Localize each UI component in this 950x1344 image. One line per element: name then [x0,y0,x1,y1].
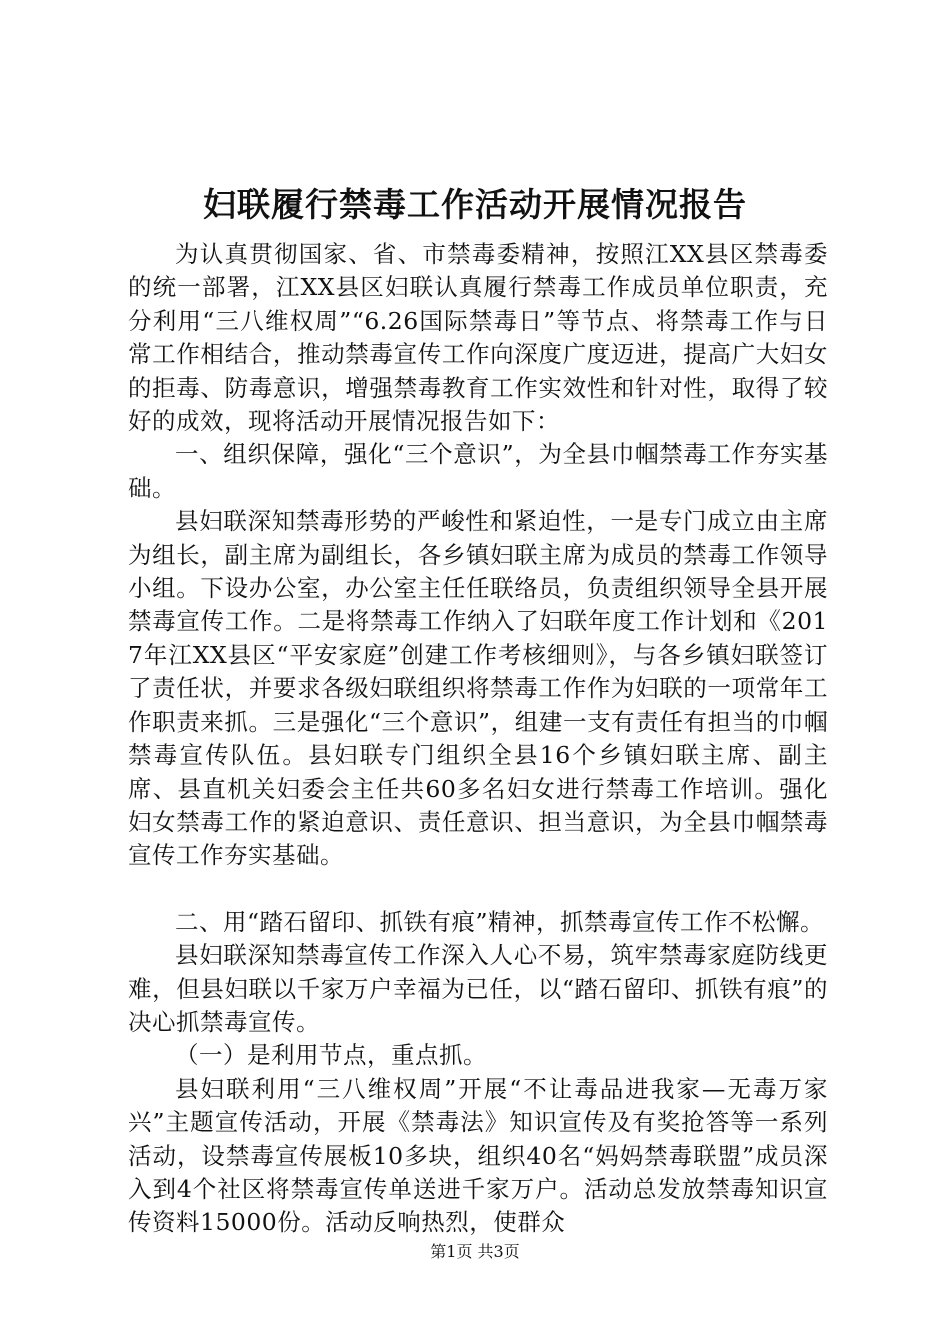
paragraph-subheading-1: （一）是利用节点，重点抓。 [175,1041,487,1070]
paragraph-intro: 为认真贯彻国家、省、市禁毒委精神，按照江XX县区禁毒委的统一部署，江XX县区妇联认真履行禁毒工作成员单位职责，充分利用“三八维权周”“6.26国际禁毒日”等节点、将禁毒工作与日常工作相结合，推动禁毒宣传工作向深度广度迈进，提高广大妇女的拒毒、防毒意识，增强禁毒教育工作实效性和针对性，取得了较好的成效，现将活动开展情况报告如下： [128,240,828,436]
paragraph-section-2: 县妇联深知禁毒宣传工作深入人心不易，筑牢禁毒家庭防线更难，但县妇联以千家万户幸福为已任，以“踏石留印、抓铁有痕”的决心抓禁毒宣传。 [128,941,828,1036]
page-footer: 第1页 共3页 [430,1242,520,1261]
paragraph-heading-2: 二、用“踏石留印、抓铁有痕”精神，抓禁毒宣传工作不松懈。 [175,907,825,936]
paragraph-subsection-1: 县妇联利用“三八维权周”开展“不让毒品进我家—无毒万家兴”主题宣传活动，开展《禁毒法》知识宣传及有奖抢答等一系列活动，设禁毒宣传展板10多块，组织40名“妈妈禁毒联盟”成员深入到4个社区将禁毒宣传单送进千家万户。活动总发放禁毒知识宣传资料15000份。活动反响热烈，使群众 [128,1074,828,1237]
document-title: 妇联履行禁毒工作活动开展情况报告 [203,185,747,224]
document-body [128,238,828,1240]
paragraph-heading-1: 一、组织保障，强化“三个意识”，为全县巾帼禁毒工作夯实基础。 [128,440,828,502]
paragraph-section-1: 县妇联深知禁毒形势的严峻性和紧迫性，一是专门成立由主席为组长，副主席为副组长，各乡镇妇联主席为成员的禁毒工作领导小组。下设办公室，办公室主任任联络员，负责组织领导全县开展禁毒宣传工作。二是将禁毒工作纳入了妇联年度工作计划和《2017年江XX县区“平安家庭”创建工作考核细则》，与各乡镇妇联签订了责任状，并要求各级妇联组织将禁毒工作作为妇联的一项常年工作职责来抓。三是强化“三个意识”，组建一支有责任有担当的巾帼禁毒宣传队伍。县妇联专门组织全县16个乡镇妇联主席、副主席、县直机关妇委会主任共60多名妇女进行禁毒工作培训。强化妇女禁毒工作的紧迫意识、责任意识、担当意识，为全县巾帼禁毒宣传工作夯实基础。 [128,507,828,870]
